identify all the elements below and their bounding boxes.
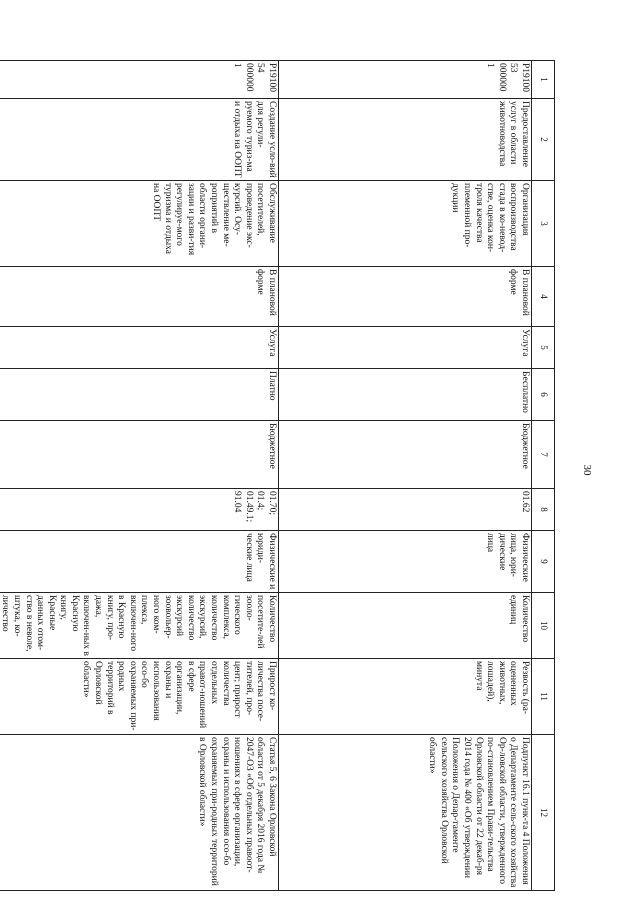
column-number: 4 [532,267,555,327]
column-number: 5 [532,327,555,369]
column-number: 8 [532,489,555,531]
services-table [0,60,555,891]
document-table-rotated [0,60,555,888]
page-number: 30 [581,464,593,476]
institution-type: Бюджетное [0,421,279,489]
service-code: Р1910054 0000001 [0,61,279,99]
column-number: 12 [532,735,555,891]
service-payment: Платно [0,369,279,421]
table-row [279,61,532,891]
service-name: Создание усло-вий для регули-руемого туриз-ма и отдыха на ООПТ [0,99,279,181]
service-form: В плановой форме [279,267,532,327]
column-number: 1 [532,61,555,99]
okved-code: 01.70; 01.4; 01.49.1; 91.04 [0,489,279,531]
column-number: 9 [532,531,555,593]
service-content: Обслуживание посетителей, проведение экс-курсий. Осу-ществление ме-роприятий в области органи-зации и разви-тия регулируе-мого туризма и отдыха на ООПТ [0,181,279,267]
column-number: 7 [532,421,555,489]
service-type: Услуга [0,327,279,369]
volume-indicator: Количество единиц [279,593,532,659]
service-code: Р1910053 0000001 [279,61,532,99]
recipient-category: Физические лица, юри-дические лица [279,531,532,593]
column-number: 3 [532,181,555,267]
table-row [0,61,279,891]
service-content: Организация воспроизводства стада в ко-неводстве, оценка кон-троля качества племенной про-дукции [279,181,532,267]
column-number: 6 [532,369,555,421]
column-number: 2 [532,99,555,181]
service-type: Услуга [279,327,532,369]
legal-basis: Подпункт 16.1 пунк-та 4 Положения о Департаменте сель-ского хозяйства Ор-ловской области, утвержденного по-становлением Прави-тельства Орловской области от 22 декаб-ря 2014 года № 400 «Об утверждении Положения о Депар-таменте сельского хозяйства Орловской области» [279,735,532,891]
recipient-category: Физические и юриди-ческие лица [0,531,279,593]
legal-basis: Статья 5, 6 Закона Орловской области от 5 декабря 2016 года № 2047-ОЗ «Об отдельных правоот-ношениях в сфере организации, охраны и использования осо-бо охраняемых при-родных территорий в Орловской области» [0,735,279,891]
column-number: 11 [532,659,555,735]
okved-code: 01.62 [279,489,532,531]
service-payment: Бесплатно [279,369,532,421]
column-number-row [532,61,555,891]
column-number: 10 [532,593,555,659]
service-form: В плановой форме [0,267,279,327]
service-name: Предоставление услуг в области животноводства [279,99,532,181]
institution-type: Бюджетное [279,421,532,489]
quality-indicator: Резвость (ра-оцененных животных, лошадей), минута [279,659,532,735]
volume-indicator: Количество посетите-лей зооло-гического комплекса, количество экскурсий, количество экскурсий зоовольер-ного ком-плекса, включен-ного в Красную книгу, про-дажа, включен-ных в Красную книгу, Красные данных отом-ство в неволе, штука, ко-личество [0,593,279,659]
quality-indicator: Прирост ко-личества посе-тителей, про-цент; прирост количества отдельных правот-ношений в сфере организации, охраны и использования осо-бо охраняемых при-родных территорий в Орловской области» [0,659,279,735]
